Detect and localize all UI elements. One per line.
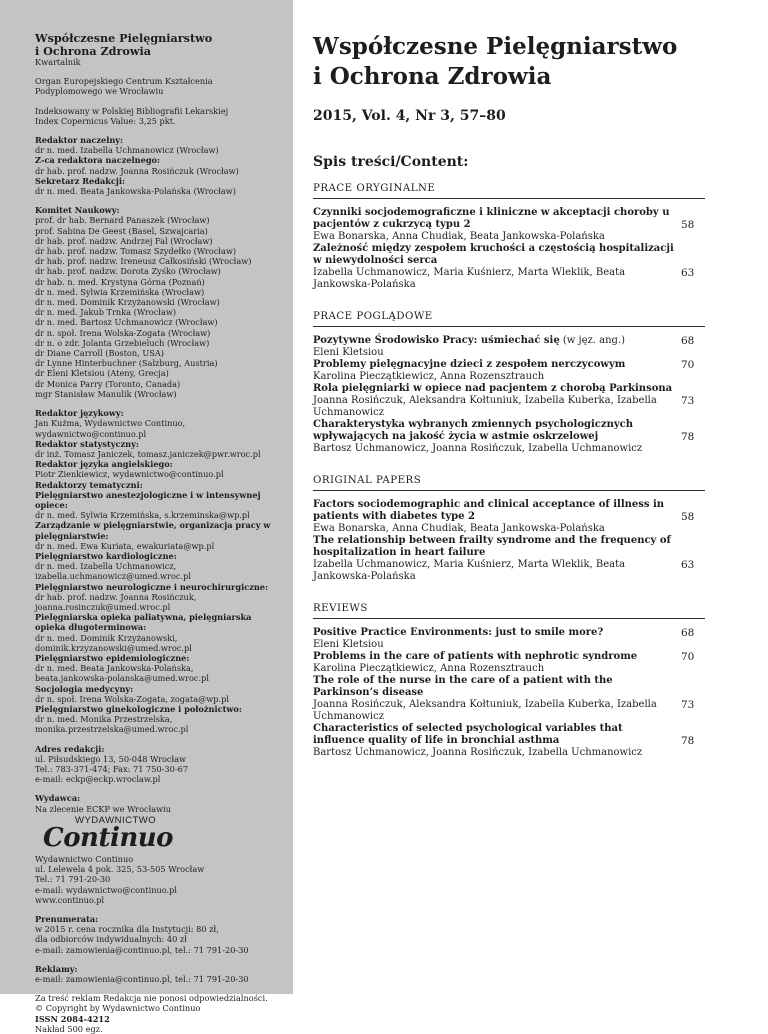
stat-editor: dr inż. Tomasz Janiczek, tomasz.janiczek@pwr.wroc.pl (35, 448, 261, 459)
deputy-label: Z-ca redaktora naczelnego: (35, 155, 161, 166)
committee-member: prof. dr hab. Bernard Panaszek (Wrocław) (35, 215, 210, 226)
toc-entry-title-text: The relationship between frailty syndrome and the frequency of hospitalization in heart failure (313, 535, 671, 558)
toc-entry-page: 63 (681, 559, 695, 571)
toc-entry-title (313, 243, 675, 267)
subscription-info (35, 924, 283, 955)
toc-section-heading: REVIEWS (313, 603, 705, 619)
publisher-info-line: e-mail: wydawnictwo@continuo.pl (35, 884, 178, 895)
toc-section (313, 311, 705, 455)
sidebar-index-2: Index Copernicus Value: 3,25 pkt. (35, 115, 176, 126)
publisher-info-line: Wydawnictwo Continuo (35, 854, 134, 865)
toc-section-heading: PRACE POGLĄDOWE (313, 311, 705, 327)
toc-entry[interactable] (313, 723, 705, 759)
toc-entry-page: 68 (681, 627, 695, 639)
toc-heading: Spis treści/Content: (313, 154, 469, 170)
thematic-area-label: Zarządzanie w pielęgniarstwie, organizacja pracy w pielęgniarstwie: (35, 520, 271, 541)
toc-section (313, 183, 705, 291)
toc-section (313, 603, 705, 759)
thematic-area-label: Socjologia medycyny: (35, 683, 134, 694)
journal-title (313, 32, 705, 92)
address-label: Adres redakcji: (35, 743, 105, 754)
sidebar-index-1: Indeksowany w Polskiej Bibliografii Lekarskiej (35, 105, 229, 116)
publisher-info-line: www.continuo.pl (35, 894, 105, 905)
subscription-label: Prenumerata: (35, 914, 99, 925)
committee-member: prof. Sabina De Geest (Basel, Szwajcaria) (35, 225, 208, 236)
committee-member: dr hab. prof. nadzw. Ireneusz Całkosiński (Wrocław) (35, 256, 252, 267)
toc-entry[interactable] (313, 675, 705, 723)
thematic-area-label: Pielęgniarska opieka paliatywna, pielęgniarska opieka długoterminowa: (35, 612, 252, 633)
editor: dr n. med. Izabella Uchmanowicz (Wrocław) (35, 145, 219, 156)
toc-entry-title (313, 419, 675, 443)
sidebar-frequency: Kwartalnik (35, 57, 81, 67)
toc-entry-title-text: Problems in the care of patients with nephrotic syndrome (313, 651, 638, 662)
lang-editor-2: wydawnictwo@continuo.pl (35, 428, 147, 439)
toc-entry-title-text: Factors sociodemographic and clinical acceptance of illness in patients with diabetes type 2 (313, 499, 665, 522)
committee-member: mgr Stanisław Manulik (Wrocław) (35, 388, 177, 399)
toc-entry-authors: Izabella Uchmanowicz, Maria Kuśnierz, Marta Wleklik, Beata Jankowska-Polańska (313, 267, 626, 290)
toc-entry-title-text: Zależność między zespołem kruchości a częstością hospitalizacji w niewydolności serca (313, 243, 674, 266)
logo-continuo: Continuo (43, 823, 173, 854)
subscription-line: w 2015 r. cena rocznika dla Instytucji: 80 zł, (35, 924, 219, 935)
toc-entry-page: 58 (681, 511, 695, 523)
thematic-editor: dr n. med. Beata Jankowska-Polańska, (35, 663, 194, 674)
thematic-area-label: Pielęgniarstwo kardiologiczne: (35, 550, 177, 561)
issn: ISSN 2084-4212 (35, 1013, 110, 1024)
toc-entry-title-text: Positive Practice Environments: just to smile more? (313, 627, 604, 638)
table-of-contents (313, 183, 705, 759)
toc-entry-title-text: Characteristics of selected psychological variables that influence quality of life in bronchial asthma (313, 723, 623, 746)
committee-label: Komitet Naukowy: (35, 205, 120, 216)
toc-entry-title (313, 651, 675, 663)
secretary: dr n. med. Beata Jankowska-Polańska (Wrocław) (35, 186, 236, 197)
toc-entry-authors: Bartosz Uchmanowicz, Joanna Rosińczuk, Izabella Uchmanowicz (313, 747, 643, 758)
committee-member: dr n. med. Bartosz Uchmanowicz (Wrocław) (35, 317, 218, 328)
committee-member: dr n. o zdr. Jolanta Grzebieluch (Wrocław) (35, 337, 210, 348)
thematic-editor: dr n. społ. Irena Wolska-Zogata, zogata@wp.pl (35, 693, 229, 704)
thematic-editors-list (35, 490, 283, 735)
thematic-editor: dr n. med. Sylwia Krzemińska, s.krzeminska@wp.pl (35, 510, 250, 521)
secretary-label: Sekretarz Redakcji: (35, 175, 126, 186)
address-line: ul. Piłsudskiego 13, 50-048 Wrocław (35, 753, 187, 764)
ads-label: Reklamy: (35, 963, 78, 974)
committee-member: dr n. med. Sylwia Krzemińska (Wrocław) (35, 286, 205, 297)
continuo-logo (43, 814, 283, 854)
thematic-editors-label: Redaktorzy tematyczni: (35, 479, 143, 490)
editor-label: Redaktor naczelny: (35, 135, 124, 146)
address-line: e-mail: eckp@eckp.wroclaw.pl (35, 774, 161, 785)
ads-info: e-mail: zamowienia@continuo.pl, tel.: 71 791-20-30 (35, 974, 249, 985)
toc-entry[interactable] (313, 627, 705, 651)
thematic-area-label: Pielęgniarstwo neurologiczne i neurochirurgiczne: (35, 581, 269, 592)
toc-entry-title-text: Charakterystyka wybranych zmiennych psychologicznych wpływających na jakość życia w astmie oskrzelowej (313, 419, 634, 442)
address-block (35, 754, 283, 785)
toc-entry-language-note: (w jęz. ang.) (559, 335, 626, 346)
toc-entry[interactable] (313, 535, 705, 583)
publisher-info-line: Tel.: 71 791-20-30 (35, 874, 111, 885)
sidebar-publisher-org-2: Podyplomowego we Wrocławiu (35, 86, 164, 97)
committee-member: dr n. med. Jakub Trnka (Wrocław) (35, 307, 177, 318)
thematic-editor: dr n. med. Monika Przestrzelska, (35, 714, 173, 725)
committee-member: dr Diane Carroll (Boston, USA) (35, 348, 164, 359)
masthead-sidebar (0, 0, 293, 1034)
toc-entry-title-text: Rola pielęgniarki w opiece nad pacjentem z chorobą Parkinsona (313, 383, 673, 394)
thematic-editor: izabella.uchmanowicz@umed.wroc.pl (35, 571, 191, 582)
toc-entry-title (313, 627, 675, 639)
toc-entry-title (313, 723, 675, 747)
committee-list (35, 215, 283, 399)
footer-line: © Copyright by Wydawnictwo Continuo (35, 1003, 201, 1014)
committee-member: dr Eleni Kletsiou (Ateny, Grecja) (35, 368, 169, 379)
toc-entry[interactable] (313, 499, 705, 535)
footer-line: Za treść reklam Redakcja nie ponosi odpowiedzialności. (35, 993, 268, 1004)
toc-entry-authors: Eleni Kletsiou (313, 347, 384, 358)
toc-entry-title-text: Czynniki socjodemograficzne i kliniczne w akceptacji choroby u pacjentów z cukrzycą typu 2 (313, 207, 670, 230)
toc-entry[interactable] (313, 651, 705, 675)
toc-entry-page: 78 (681, 735, 695, 747)
footer-notes (35, 993, 283, 1013)
toc-entry-authors: Ewa Bonarska, Anna Chudiak, Beata Jankowska-Polańska (313, 231, 605, 242)
subscription-line: dla odbiorców indywidualnych: 40 zł (35, 934, 187, 945)
toc-entry-authors: Karolina Pieczątkiewicz, Anna Rozensztrauch (313, 371, 545, 382)
journal-title-line-2: i Ochrona Zdrowia (313, 63, 552, 90)
sidebar-journal-title-1: Współczesne Pielęgniarstwo (35, 31, 213, 45)
committee-member: dr hab. n. med. Krystyna Górna (Poznań) (35, 276, 205, 287)
toc-entry-page: 63 (681, 267, 695, 279)
toc-entry-page: 78 (681, 431, 695, 443)
thematic-editor: dr n. med. Ewa Kuriata, ewakuriata@wp.pl (35, 540, 215, 551)
toc-entry[interactable] (313, 383, 705, 419)
committee-member: dr n. społ. Irena Wolska-Zogata (Wrocław) (35, 327, 211, 338)
subscription-line: e-mail: zamowienia@continuo.pl, tel.: 71 791-20-30 (35, 944, 249, 955)
toc-entry-title (313, 535, 675, 559)
toc-entry-authors: Izabella Uchmanowicz, Maria Kuśnierz, Marta Wleklik, Beata Jankowska-Polańska (313, 559, 626, 582)
committee-member: dr n. med. Dominik Krzyżanowski (Wrocław) (35, 297, 220, 308)
toc-entry-title (313, 207, 675, 231)
toc-section-heading: PRACE ORYGINALNE (313, 183, 705, 199)
toc-entry-page: 73 (681, 699, 695, 711)
address-line: Tel.: 783-371-474; Fax: 71 750-30-67 (35, 764, 189, 774)
logo-wydawnictwo: WYDAWNICTWO (75, 814, 157, 826)
sidebar-publisher-org-1: Organ Europejskiego Centrum Kształcenia (35, 76, 213, 87)
toc-section-heading: ORIGINAL PAPERS (313, 475, 705, 491)
thematic-area-label: Pielęgniarstwo ginekologiczne i położnictwo: (35, 703, 242, 714)
toc-entry-page: 68 (681, 335, 695, 347)
toc-entry[interactable] (313, 207, 705, 243)
en-editor: Piotr Zienkiewicz, wydawnictwo@continuo.pl (35, 469, 224, 480)
publisher-info (35, 854, 283, 905)
thematic-editor: dr n. med. Dominik Krzyżanowski, (35, 632, 178, 643)
toc-entry-title (313, 675, 675, 699)
toc-entry-authors: Ewa Bonarska, Anna Chudiak, Beata Jankowska-Polańska (313, 523, 605, 534)
committee-member: dr hab. prof. nadzw. Tomasz Szydełko (Wrocław) (35, 246, 237, 257)
en-editor-label: Redaktor języka angielskiego: (35, 459, 173, 470)
toc-entry-page: 58 (681, 219, 695, 231)
lang-editor-label: Redaktor językowy: (35, 408, 124, 419)
toc-entry-authors: Karolina Pieczątkiewicz, Anna Rozensztrauch (313, 663, 545, 674)
stat-editor-label: Redaktor statystyczny: (35, 438, 139, 449)
committee-member: dr Lynne Hinterbuchner (Salzburg, Austria) (35, 358, 218, 369)
deputy: dr hab. prof. nadzw. Joanna Rosińczuk (Wrocław) (35, 165, 239, 176)
main-content (313, 32, 705, 759)
toc-entry-title-text: The role of the nurse in the care of a patient with the Parkinson’s disease (313, 675, 613, 698)
toc-entry-authors: Joanna Rosińczuk, Aleksandra Kołtuniuk, Izabella Kuberka, Izabella Uchmanowicz (313, 395, 657, 418)
toc-entry[interactable] (313, 335, 705, 359)
issue-info: 2015, Vol. 4, Nr 3, 57–80 (313, 108, 506, 124)
sidebar-journal-title-2: i Ochrona Zdrowia (35, 43, 151, 58)
toc-entry-authors: Eleni Kletsiou (313, 639, 384, 650)
toc-entry-page: 70 (681, 651, 695, 663)
lang-editor-1: Jan Kuźma, Wydawnictwo Continuo, (35, 418, 186, 429)
toc-entry[interactable] (313, 419, 705, 455)
committee-member: dr hab. prof. nadzw. Andrzej Fal (Wrocław) (35, 235, 213, 246)
thematic-editor: joanna.rosinczuk@umed.wroc.pl (35, 601, 171, 612)
toc-entry-page: 70 (681, 359, 695, 371)
publisher-label: Wydawca: (35, 793, 81, 804)
publisher-line: Na zlecenie ECKP we Wrocławiu (35, 803, 172, 814)
thematic-editor: dr hab. prof. nadzw. Joanna Rosińczuk, (35, 591, 197, 602)
toc-section (313, 475, 705, 583)
print-run: Nakład 500 egz. (35, 1023, 103, 1034)
toc-entry-title-text: Pozytywne Środowisko Pracy: uśmiechać się (313, 335, 560, 346)
thematic-editor: dr n. med. Izabella Uchmanowicz, (35, 561, 177, 572)
publisher-info-line: ul. Lelewela 4 pok. 325, 53-505 Wrocław (35, 864, 205, 875)
thematic-area-label: Pielęgniarstwo anestezjologiczne i w intensywnej opiece: (35, 489, 261, 510)
committee-member: dr Monica Parry (Toronto, Canada) (35, 378, 181, 389)
thematic-editor: beata.jankowska-polanska@umed.wroc.pl (35, 673, 209, 684)
thematic-area-label: Pielęgniarstwo epidemiologiczne: (35, 652, 190, 663)
thematic-editor: dominik.krzyzanowski@umed.wroc.pl (35, 642, 192, 653)
toc-entry-authors: Joanna Rosińczuk, Aleksandra Kołtuniuk, Izabella Kuberka, Izabella Uchmanowicz (313, 699, 657, 722)
toc-entry-title-text: Problemy pielęgnacyjne dzieci z zespołem nerczycowym (313, 359, 626, 370)
toc-entry[interactable] (313, 359, 705, 383)
toc-entry-page: 73 (681, 395, 695, 407)
toc-entry[interactable] (313, 243, 705, 291)
toc-entry-authors: Bartosz Uchmanowicz, Joanna Rosińczuk, Izabella Uchmanowicz (313, 443, 643, 454)
toc-entry-title (313, 359, 675, 371)
thematic-editor: monika.przestrzelska@umed.wroc.pl (35, 724, 189, 735)
journal-title-line-1: Współczesne Pielęgniarstwo (313, 33, 678, 60)
committee-member: dr hab. prof. nadzw. Dorota Zyśko (Wrocław) (35, 266, 221, 277)
toc-entry-title (313, 499, 675, 523)
toc-entry-title (313, 383, 675, 395)
toc-entry-title (313, 335, 675, 347)
